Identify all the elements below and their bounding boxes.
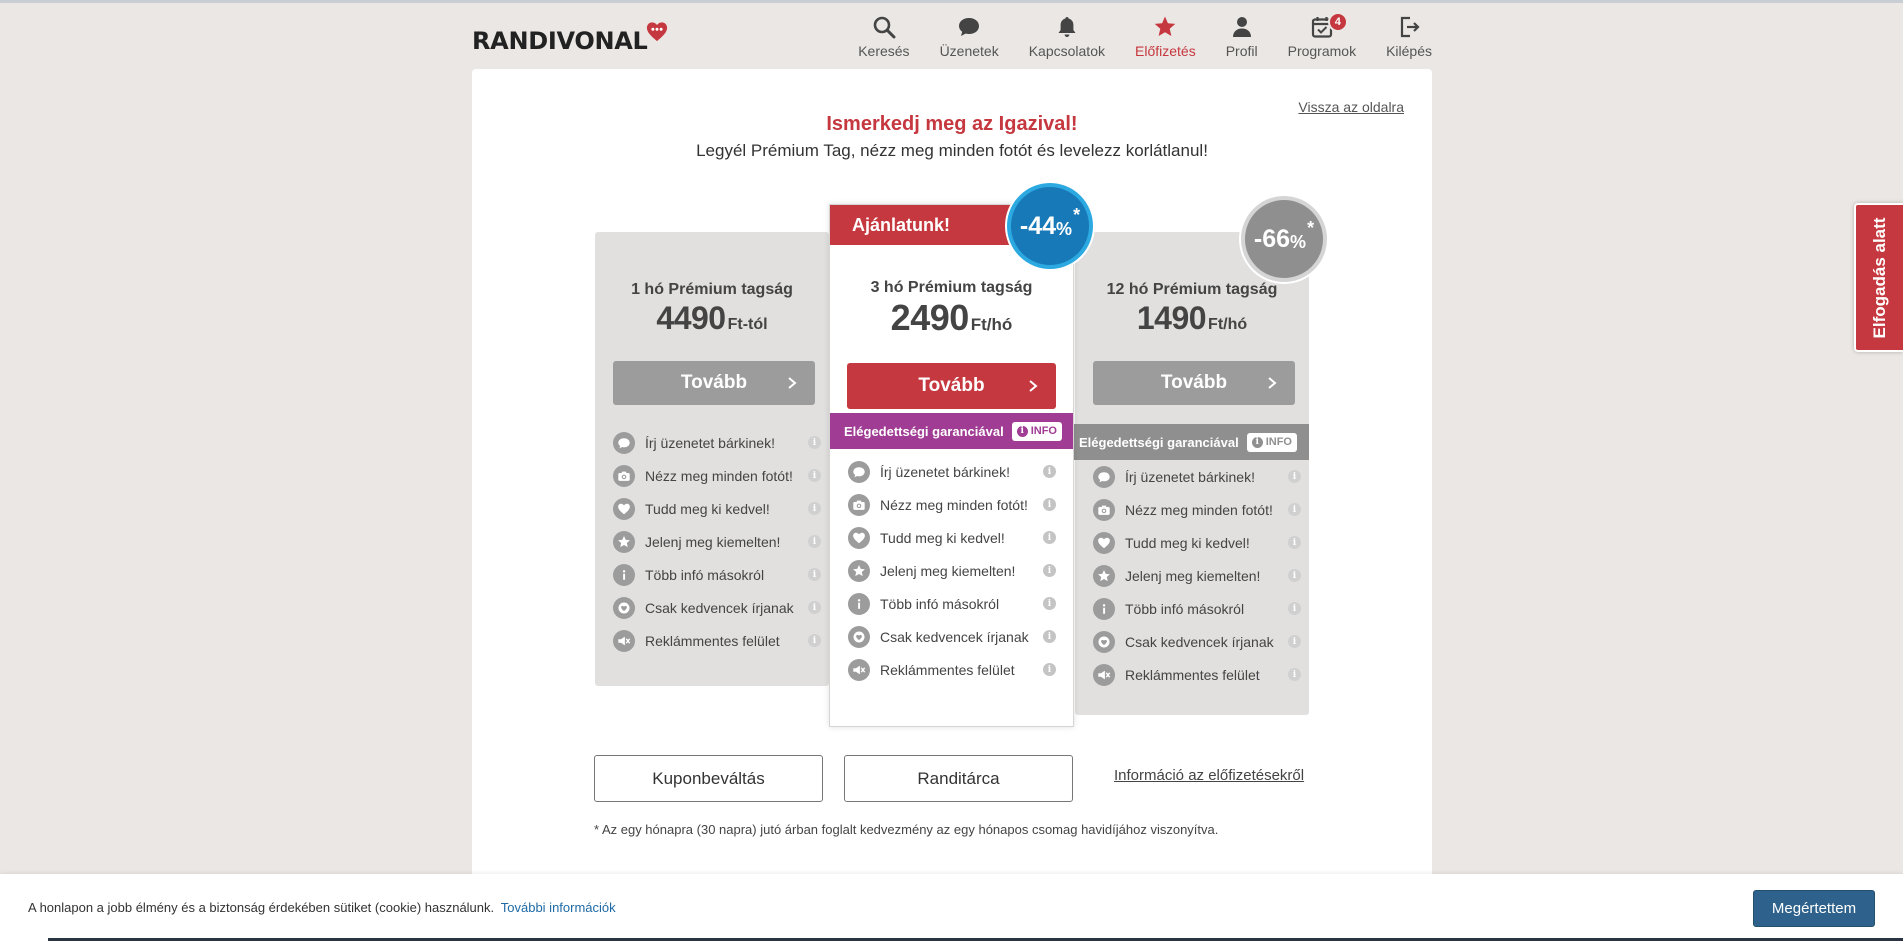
feature-item xyxy=(613,558,821,591)
nav-contacts[interactable] xyxy=(1029,13,1105,59)
nav-programs[interactable] xyxy=(1288,13,1356,59)
plan-price xyxy=(830,297,1073,339)
plan-name: 12 hó Prémium tagság xyxy=(1106,281,1278,298)
feature-list xyxy=(1093,460,1301,691)
feature-info-icon[interactable]: i xyxy=(808,502,821,515)
plan-name: 1 hó Prémium tagság xyxy=(631,281,793,298)
guarantee-info-button[interactable] xyxy=(1012,422,1062,441)
camera-icon xyxy=(613,465,635,487)
feature-info-icon[interactable]: i xyxy=(1288,602,1301,615)
continue-button[interactable] xyxy=(1093,361,1295,405)
plan-1-month xyxy=(595,232,829,686)
feature-item xyxy=(613,459,821,492)
discount-badge-44 xyxy=(1007,183,1093,269)
feature-info-icon[interactable]: i xyxy=(808,436,821,449)
programs-badge: 4 xyxy=(1328,12,1348,32)
feature-label: Írj üzenetet bárkinek! xyxy=(645,434,775,451)
chat-bubble-icon xyxy=(848,461,870,483)
info-icon: i xyxy=(1017,426,1028,437)
feature-item xyxy=(613,624,821,657)
nav-search[interactable] xyxy=(858,13,909,59)
star-icon xyxy=(1093,565,1115,587)
no-ads-icon xyxy=(613,630,635,652)
feature-info-icon[interactable]: i xyxy=(808,634,821,647)
price-unit: Ft/hó xyxy=(970,315,1013,334)
feature-label: Több infó másokról xyxy=(880,595,1000,612)
feature-list xyxy=(613,426,821,657)
heart-icon xyxy=(613,498,635,520)
feature-info-icon[interactable]: i xyxy=(808,535,821,548)
user-icon xyxy=(1229,13,1255,41)
guarantee-bar xyxy=(830,413,1073,449)
feature-item xyxy=(848,587,1056,620)
nav-label: Programok xyxy=(1287,43,1357,59)
feature-item xyxy=(613,492,821,525)
footnote: * Az egy hónapra (30 napra) jutó árban foglalt kedvezmény az egy hónapos csomag havidíjához viszonyítva. xyxy=(594,822,1219,837)
discount-asterisk: * xyxy=(1307,218,1315,238)
feature-label: Reklámmentes felület xyxy=(645,632,780,649)
star-icon xyxy=(613,531,635,553)
heart-icon xyxy=(1093,532,1115,554)
feature-info-icon[interactable]: i xyxy=(1043,564,1056,577)
feature-info-icon[interactable]: i xyxy=(1043,465,1056,478)
logout-icon xyxy=(1396,13,1422,41)
plan-price xyxy=(1075,300,1309,337)
nav-label: Profil xyxy=(1225,43,1258,59)
side-tab-label: Elfogadás alatt xyxy=(1869,217,1889,338)
feature-info-icon[interactable]: i xyxy=(1288,668,1301,681)
chevron-right-icon xyxy=(787,377,797,389)
coupon-button[interactable]: Kuponbeváltás xyxy=(594,755,823,802)
button-label: Tovább xyxy=(918,375,985,396)
feature-info-icon[interactable]: i xyxy=(808,601,821,614)
site-header xyxy=(472,3,1432,69)
heart-icon xyxy=(848,527,870,549)
camera-icon xyxy=(1093,499,1115,521)
feature-info-icon[interactable]: i xyxy=(808,469,821,482)
cookie-more-info-link[interactable]: További információk xyxy=(500,900,616,915)
feature-label: Tudd meg ki kedvel! xyxy=(645,500,770,517)
feature-label: Több infó másokról xyxy=(645,566,765,583)
nav-label: Keresés xyxy=(858,43,910,59)
feature-item xyxy=(848,554,1056,587)
logo-heart-icon xyxy=(646,21,668,43)
subscription-info-link[interactable]: Információ az előfizetésekről xyxy=(1114,767,1305,784)
info-label: INFO xyxy=(1030,425,1057,437)
nav-label: Üzenetek xyxy=(939,43,999,59)
camera-icon xyxy=(848,494,870,516)
feature-label: Jelenj meg kiemelten! xyxy=(645,533,781,550)
feature-label: Nézz meg minden fotót! xyxy=(645,467,793,484)
subscription-panel xyxy=(472,69,1432,941)
guarantee-info-button[interactable] xyxy=(1247,433,1297,452)
feature-item xyxy=(1093,559,1301,592)
bell-icon xyxy=(1054,13,1080,41)
discount-value: -44 xyxy=(1019,211,1057,240)
star-icon xyxy=(1152,13,1178,41)
feature-item xyxy=(848,488,1056,521)
feature-info-icon[interactable]: i xyxy=(1288,470,1301,483)
continue-button[interactable] xyxy=(847,363,1056,409)
plan-name: 3 hó Prémium tagság xyxy=(870,279,1033,296)
chat-bubble-icon xyxy=(613,432,635,454)
feature-item xyxy=(848,455,1056,488)
plan-price xyxy=(595,300,829,337)
feature-list xyxy=(848,455,1056,686)
wallet-button[interactable]: Randitárca xyxy=(844,755,1073,802)
info-icon xyxy=(1093,598,1115,620)
info-icon xyxy=(613,564,635,586)
feature-item xyxy=(1093,526,1301,559)
feature-label: Írj üzenetet bárkinek! xyxy=(1125,468,1255,485)
no-ads-icon xyxy=(1093,664,1115,686)
guarantee-label: Elégedettségi garanciával xyxy=(844,423,1004,439)
feature-label: Reklámmentes felület xyxy=(880,661,1015,678)
feature-info-icon[interactable]: i xyxy=(1288,635,1301,648)
feature-info-icon[interactable]: i xyxy=(1288,536,1301,549)
feature-label: Csak kedvencek írjanak xyxy=(880,628,1029,645)
heart-bubble-icon xyxy=(1093,631,1115,653)
plan-3-month xyxy=(829,204,1074,727)
recommended-label: Ajánlatunk! xyxy=(830,205,1073,245)
feature-label: Nézz meg minden fotót! xyxy=(1125,501,1273,518)
feature-item xyxy=(848,620,1056,653)
nav-label: Előfizetés xyxy=(1135,43,1196,59)
no-ads-icon xyxy=(848,659,870,681)
main-nav xyxy=(828,13,1432,59)
feature-label: Reklámmentes felület xyxy=(1125,666,1260,683)
feature-item xyxy=(1093,493,1301,526)
nav-messages[interactable] xyxy=(940,13,999,59)
nav-label: Kilépés xyxy=(1386,43,1432,59)
feature-label: Tudd meg ki kedvel! xyxy=(880,529,1005,546)
feature-label: Jelenj meg kiemelten! xyxy=(1125,567,1261,584)
feature-info-icon[interactable]: i xyxy=(1288,503,1301,516)
logo-text: RANDIVONAL xyxy=(472,27,648,55)
feature-info-icon[interactable]: i xyxy=(1043,663,1056,676)
heart-bubble-icon xyxy=(613,597,635,619)
feature-item xyxy=(1093,625,1301,658)
price-unit: Ft/hó xyxy=(1208,316,1248,333)
cookie-text xyxy=(28,900,616,915)
chevron-right-icon xyxy=(1028,380,1038,392)
discount-badge-66 xyxy=(1241,196,1327,282)
chevron-right-icon xyxy=(1267,377,1277,389)
button-label: Tovább xyxy=(680,372,748,393)
feature-label: Nézz meg minden fotót! xyxy=(880,496,1028,513)
info-label: INFO xyxy=(1265,436,1292,448)
discount-percent: % xyxy=(1290,231,1307,252)
feature-item xyxy=(1093,460,1301,493)
page-subtitle: Legyél Prémium Tag, nézz meg minden fotót és levelezz korlátlanul! xyxy=(696,141,1208,160)
continue-button[interactable] xyxy=(613,361,815,405)
price-value: 4490 xyxy=(656,300,726,336)
pending-approval-tab[interactable] xyxy=(1854,203,1903,352)
heart-bubble-icon xyxy=(848,626,870,648)
chat-icon xyxy=(956,13,982,41)
feature-info-icon[interactable]: i xyxy=(1043,630,1056,643)
feature-label: Több infó másokról xyxy=(1125,600,1245,617)
search-icon xyxy=(871,13,897,41)
feature-label: Csak kedvencek írjanak xyxy=(645,599,794,616)
cookie-message: A honlapon a jobb élmény és a biztonság érdekében sütiket (cookie) használunk. xyxy=(28,900,495,915)
page-title: Ismerkedj meg az Igazival! xyxy=(826,113,1078,135)
cookie-accept-button[interactable]: Megértettem xyxy=(1753,890,1875,927)
nav-profile[interactable] xyxy=(1226,13,1258,59)
info-icon xyxy=(848,593,870,615)
feature-label: Jelenj meg kiemelten! xyxy=(880,562,1016,579)
cookie-bar xyxy=(0,874,1903,941)
feature-info-icon[interactable]: i xyxy=(1288,569,1301,582)
feature-info-icon[interactable]: i xyxy=(1043,531,1056,544)
star-icon xyxy=(848,560,870,582)
feature-item xyxy=(613,525,821,558)
nav-logout[interactable] xyxy=(1386,13,1432,59)
discount-value: -66 xyxy=(1253,224,1291,253)
back-link[interactable]: Vissza az oldalra xyxy=(1298,99,1404,115)
feature-item xyxy=(613,426,821,459)
price-value: 1490 xyxy=(1136,300,1207,336)
feature-item xyxy=(848,521,1056,554)
discount-asterisk: * xyxy=(1073,205,1081,225)
feature-info-icon[interactable]: i xyxy=(808,568,821,581)
nav-subscription[interactable] xyxy=(1135,13,1196,59)
site-logo[interactable] xyxy=(472,24,668,58)
feature-label: Írj üzenetet bárkinek! xyxy=(880,463,1010,480)
plan-12-month xyxy=(1075,232,1309,715)
feature-item xyxy=(848,653,1056,686)
guarantee-label: Elégedettségi garanciával xyxy=(1079,434,1239,450)
feature-info-icon[interactable]: i xyxy=(1043,597,1056,610)
feature-info-icon[interactable]: i xyxy=(1043,498,1056,511)
discount-percent: % xyxy=(1056,218,1073,239)
price-unit: Ft-tól xyxy=(727,316,768,333)
feature-item xyxy=(1093,592,1301,625)
button-label: Tovább xyxy=(1160,372,1228,393)
guarantee-bar xyxy=(1073,424,1309,460)
nav-label: Kapcsolatok xyxy=(1028,43,1105,59)
feature-label: Csak kedvencek írjanak xyxy=(1125,633,1274,650)
feature-item xyxy=(1093,658,1301,691)
feature-item xyxy=(613,591,821,624)
feature-label: Tudd meg ki kedvel! xyxy=(1125,534,1250,551)
chat-bubble-icon xyxy=(1093,466,1115,488)
price-value: 2490 xyxy=(890,297,969,338)
info-icon: i xyxy=(1252,437,1263,448)
